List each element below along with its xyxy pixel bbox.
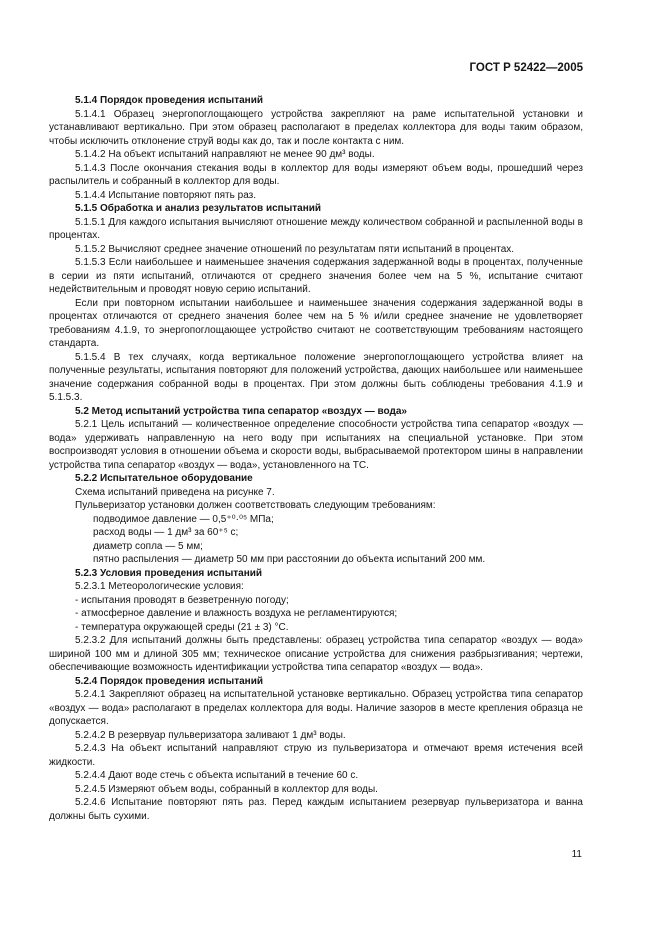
section-heading: 5.2.2 Испытательное оборудование [75,473,253,484]
paragraph: 5.1.4.4 Испытание повторяют пять раз. [75,189,257,201]
section-heading: подводимое давление — 0,5⁺⁰·⁰⁵ МПа; [93,513,274,525]
paragraph: 5.2.4.4 Дают воде стечь с объекта испытаний в течение 60 с. [75,770,359,781]
paragraph: Если при повторном испытании наибольшее и наименьшее значения содержания задержанной воды в процентах отличаются от среднего значения более чем на 5 % и/или среднее значение не удовлетворяет требованиям 4.1.9, то энергопоглощающее устройство считают не соответствующим требованиям настоящего стандарта. [49,297,583,349]
paragraph: 5.1.5.2 Вычисляют среднее значение отношений по результатам пяти испытаний в процентах. [75,243,515,255]
section-heading: пятно распыления — диаметр 50 мм при расстоянии до объекта испытаний 200 мм. [93,554,486,565]
paragraph: 5.1.4.3 После окончания стекания воды в коллектор для воды измеряют объем воды, прошедший через распылитель и собранный в коллектор для воды. [49,162,583,187]
paragraph: 5.1.5.3 Если наибольшее и наименьшее значения содержания задержанной воды в процентах, полученные в серии из пяти испытаний, отличаются от среднего значения более чем на 5 %, испытание считают недействительным и проводят новую серию испытаний. [49,257,583,295]
paragraph: 5.2.4.2 В резервуар пульверизатора заливают 1 дм³ воды. [75,729,346,741]
paragraph: 5.1.5.1 Для каждого испытания вычисляют отношение между количеством собранной и распыленной воды в процентах. [49,216,583,241]
paragraph: 5.2.3.2 Для испытаний должны быть представлены: образец устройства типа сепаратор «воздух — вода» шириной 100 мм и длиной 305 мм; техническое описание устройства для снижения разбрызгивания; чертежи, обеспечивающие возможность идентификации устройства типа сепаратор «воздух — вода». [49,635,583,673]
section-heading: - атмосферное давление и влажность воздуха не регламентируются; [75,608,398,619]
paragraph: 5.2.4.3 На объект испытаний направляют струю из пульверизатора и отмечают время истечения всей жидкости. [49,743,583,768]
section-heading: 5.2.3 Условия проведения испытаний [75,567,263,579]
section-heading: 5.2.4 Порядок проведения испытаний [75,675,263,687]
section-heading: диаметр сопла — 5 мм; [93,540,203,552]
page-number: 11 [571,849,582,860]
section-heading: 5.1.5 Обработка и анализ результатов испытаний [75,203,322,214]
section-heading: 5.1.4 Порядок проведения испытаний [75,95,263,106]
document-id: ГОСТ Р 52422—2005 [469,62,583,74]
section-heading: - испытания проводят в безветренную погоду; [75,594,289,606]
paragraph: 5.2.3.1 Метеорологические условия: [75,581,244,592]
section-heading: 5.2 Метод испытаний устройства типа сепаратор «воздух — вода» [75,405,407,417]
section-heading: расход воды — 1 дм³ за 60⁺⁵ с; [93,527,239,538]
paragraph: 5.1.4.2 На объект испытаний направляют не менее 90 дм³ воды. [75,149,375,160]
paragraph: 5.2.4.5 Измеряют объем воды, собранный в коллектор для воды. [75,783,378,795]
paragraph: 5.1.5.4 В тех случаях, когда вертикальное положение энергопоглощающего устройства влияет на полученные результаты, испытания повторяют для положений устройства, дающих наибольшее или наименьшее значение содержания собранной воды в процентах. При этом должны быть соблюдены требования 4.1.9 и 5.1.5.3. [49,351,583,403]
paragraph: Пульверизатор установки должен соответствовать следующим требованиям: [75,500,436,511]
paragraph: 5.2.4.1 Закрепляют образец на испытательной установке вертикально. Образец устройства типа сепаратор «воздух — вода» располагают в пределах коллектора для воды. Наличие зазоров в месте крепления образца не допускается. [49,689,583,727]
section-heading: - температура окружающей среды (21 ± 3) °С. [75,621,289,633]
paragraph: 5.2.4.6 Испытание повторяют пять раз. Перед каждым испытанием резервуар пульверизатора и ванна должны быть сухими. [49,797,583,822]
paragraph: 5.1.4.1 Образец энергопоглощающего устройства закрепляют на раме испытательной установки и устанавливают вертикально. При этом образец располагают в пределах коллектора для воды таким образом, чтобы исключить отклонение струй воды как до, так и после контакта с ним. [49,108,583,147]
paragraph: 5.2.1 Цель испытаний — количественное определение способности устройства типа сепаратор «воздух — вода» удерживать направленную на него воду при испытаниях на специальной установке. При этом воспроизводят условия в отношении объема и скорости воды, выбрасываемой протектором шины в направлении устройства типа сепаратор «воздух — вода», установленного на ТС. [49,419,583,471]
paragraph: Схема испытаний приведена на рисунке 7. [75,486,275,498]
document-body [49,94,583,823]
